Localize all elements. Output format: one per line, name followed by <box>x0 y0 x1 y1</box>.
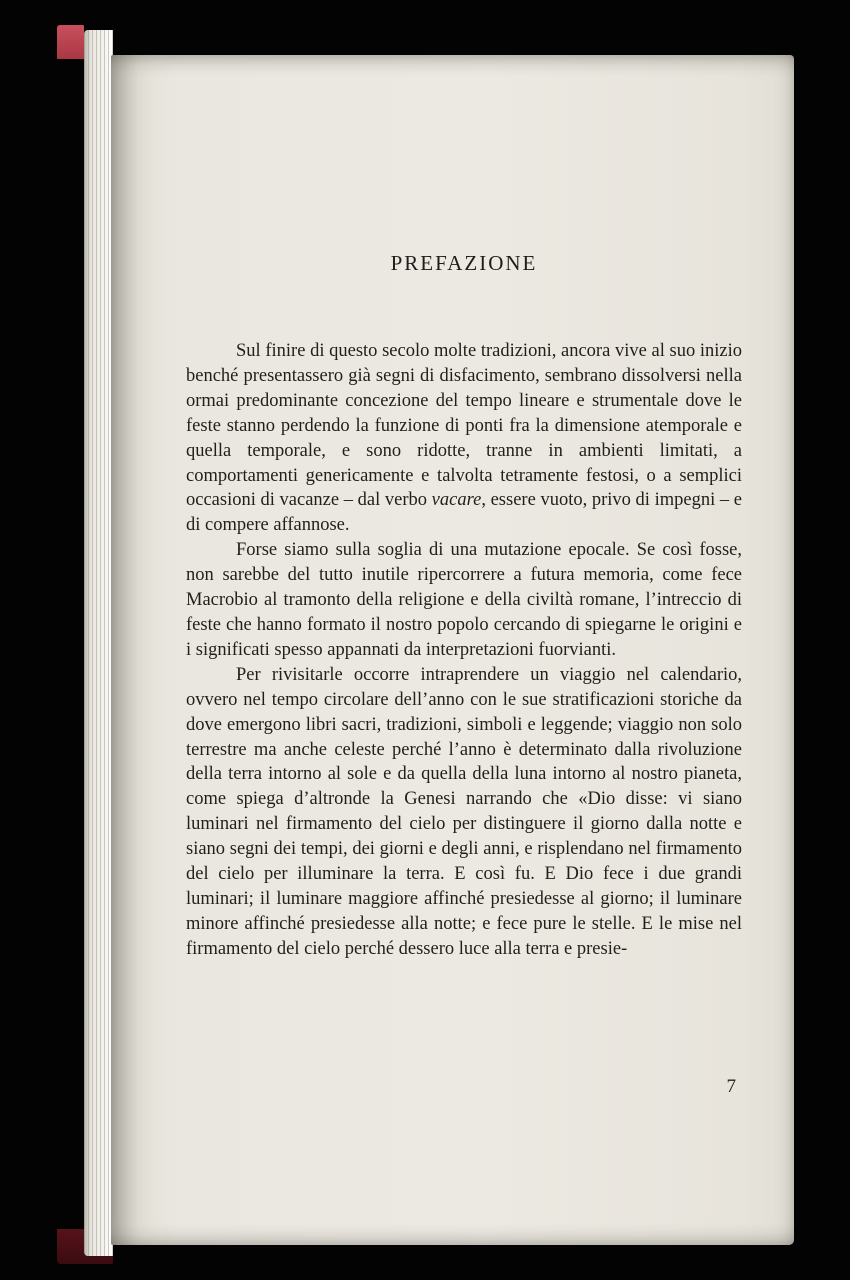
page-number: 7 <box>726 1076 736 1097</box>
chapter-heading: PREFAZIONE <box>390 251 538 275</box>
paragraph-1-text-before: Sul finire di questo secolo molte tradizioni, ancora vive al suo inizio benché presentassero già segni di disfacimento, sembrano dissolversi nella ormai predominante concezione del tempo lineare e strumentale dove le feste stanno perdendo la funzione di ponti fra la dimensione atemporale e quella temporale, e sono ridotte, tranne in ambienti limitati, a comportamenti genericamente e talvolta tetramente festosi, o a semplici occasioni di vacanze – dal verbo <box>186 341 742 511</box>
paragraph-3: Per rivisitarle occorre intraprendere un viaggio nel calendario, ovvero nel tempo circolare dell’anno con le sue stratificazioni storiche da dove emergono libri sacri, tradizioni, simboli e leggende; viaggio non solo terrestre ma anche celeste perché l’anno è determinato dalla rivoluzione della terra intorno al sole e da quella della luna intorno al nostro pianeta, come spiega d’altronde la Genesi narrando che «Dio disse: vi siano luminari nel firmamento del cielo per distinguere il giorno dalla notte e siano segni dei tempi, dei giorni e degli anni, e risplendano nel firmamento del cielo per illuminare la terra. E così fu. E Dio fece i due grandi luminari; il luminare maggiore affinché presiedesse al giorno; il luminare minore affinché presiedesse alla notte; e fece pure le stelle. E le mise nel firmamento del cielo perché dessero luce alla terra e presie- <box>186 664 742 959</box>
paragraph-1-text-after: , essere vuoto, privo di impegni – e di compere affannose. <box>186 490 742 536</box>
book-page <box>111 55 794 1245</box>
paragraph-1 <box>186 339 742 538</box>
book-cover-edge-top <box>57 25 84 59</box>
paragraph-1-italic-word: vacare <box>431 490 482 511</box>
stacked-page-edges <box>84 30 113 1256</box>
body-text-block <box>186 339 742 962</box>
paragraph-2: Forse siamo sulla soglia di una mutazione epocale. Se così fosse, non sarebbe del tutto inutile ripercorrere a futura memoria, come fece Macrobio al tramonto della religione e della civiltà romane, l’intreccio di feste che hanno formato il nostro popolo cercando di spiegarne le origini e i significati spesso appannati da interpretazioni fuorvianti. <box>186 540 742 660</box>
